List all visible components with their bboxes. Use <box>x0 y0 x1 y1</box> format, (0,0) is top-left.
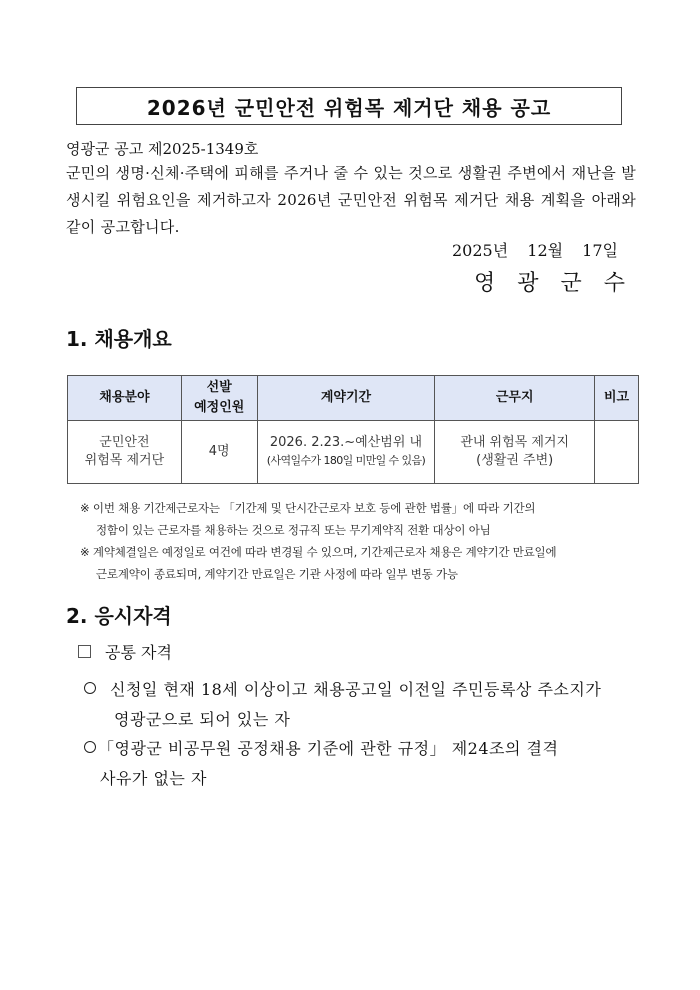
note-2-line1: 계약체결일은 예정일로 여건에 따라 변경될 수 있으며, 기간제근로자 채용은 계약기간 만료일에 <box>92 545 557 559</box>
cell-location <box>435 421 595 484</box>
notice-date: 2025년 12월 17일 <box>452 241 618 260</box>
document-title: 2026년 군민안전 위험목 제거단 채용 공고 <box>76 87 622 125</box>
cell-period <box>257 421 435 484</box>
cell-location-line2: (생활권 주변) <box>476 453 554 468</box>
cell-period-line2: (사역일수가 180일 미만일 수 있음) <box>266 454 426 467</box>
eligibility-item-2-line2: 사유가 없는 자 <box>100 769 207 788</box>
subheading-common-eligibility <box>78 640 172 663</box>
header-headcount-line1: 선발 <box>206 380 232 395</box>
circle-bullet-icon <box>84 682 96 694</box>
reference-mark-icon: ※ <box>80 545 90 559</box>
eligibility-item-2-line1: 「영광군 비공무원 공정채용 기준에 관한 규정」 제24조의 결격 <box>98 739 559 758</box>
eligibility-item-1-line1: 신청일 현재 18세 이상이고 채용공고일 이전일 주민등록상 주소지가 <box>110 680 602 699</box>
note-2 <box>80 541 650 585</box>
section-heading-overview: 1. 채용개요 <box>66 327 172 351</box>
cell-headcount: 4명 <box>181 421 257 484</box>
cell-field <box>68 421 182 484</box>
intro-paragraph: 군민의 생명·신체·주택에 피해를 주거나 줄 수 있는 것으로 생활권 주변에서 재난을 발생시킬 위험요인을 제거하고자 2026년 군민안전 위험목 제거단 채용 계획을 아래와 같이 공고합니다. <box>66 164 636 236</box>
table-row <box>68 421 639 484</box>
table-header-row <box>68 376 639 421</box>
square-bullet-icon <box>78 645 91 658</box>
note-1 <box>80 497 650 541</box>
recruitment-table <box>67 375 639 484</box>
header-field: 채용분야 <box>68 376 182 421</box>
cell-location-line1: 관내 위험목 제거지 <box>460 435 570 450</box>
cell-period-line1: 2026. 2.23.~예산범위 내 <box>269 435 423 450</box>
circle-bullet-icon <box>84 741 96 753</box>
cell-field-line2: 위험목 제거단 <box>84 453 165 468</box>
eligibility-item-2 <box>84 734 644 794</box>
note-2-line2: 근로계약이 종료되며, 계약기간 만료일은 기관 사정에 따라 일부 변동 가능 <box>96 567 458 581</box>
header-headcount-line2: 예정인원 <box>194 400 245 415</box>
subheading-label: 공통 자격 <box>105 643 172 662</box>
signer: 영광군수 <box>474 271 648 296</box>
cell-field-line1: 군민안전 <box>99 435 150 450</box>
section-heading-eligibility: 2. 응시자격 <box>66 604 172 628</box>
header-remarks: 비고 <box>595 376 639 421</box>
reference-mark-icon: ※ <box>80 501 90 515</box>
cell-remarks <box>595 421 639 484</box>
eligibility-item-1 <box>84 675 644 735</box>
header-period: 계약기간 <box>257 376 435 421</box>
header-headcount <box>181 376 257 421</box>
notice-number: 영광군 공고 제2025-1349호 <box>66 140 259 158</box>
header-location: 근무지 <box>435 376 595 421</box>
eligibility-item-1-line2: 영광군으로 되어 있는 자 <box>114 710 291 729</box>
note-1-line1: 이번 채용 기간제근로자는 「기간제 및 단시간근로자 보호 등에 관한 법률」에 따라 기간의 <box>92 501 536 515</box>
note-1-line2: 정함이 있는 근로자를 채용하는 것으로 정규직 또는 무기계약직 전환 대상이 아님 <box>96 523 491 537</box>
